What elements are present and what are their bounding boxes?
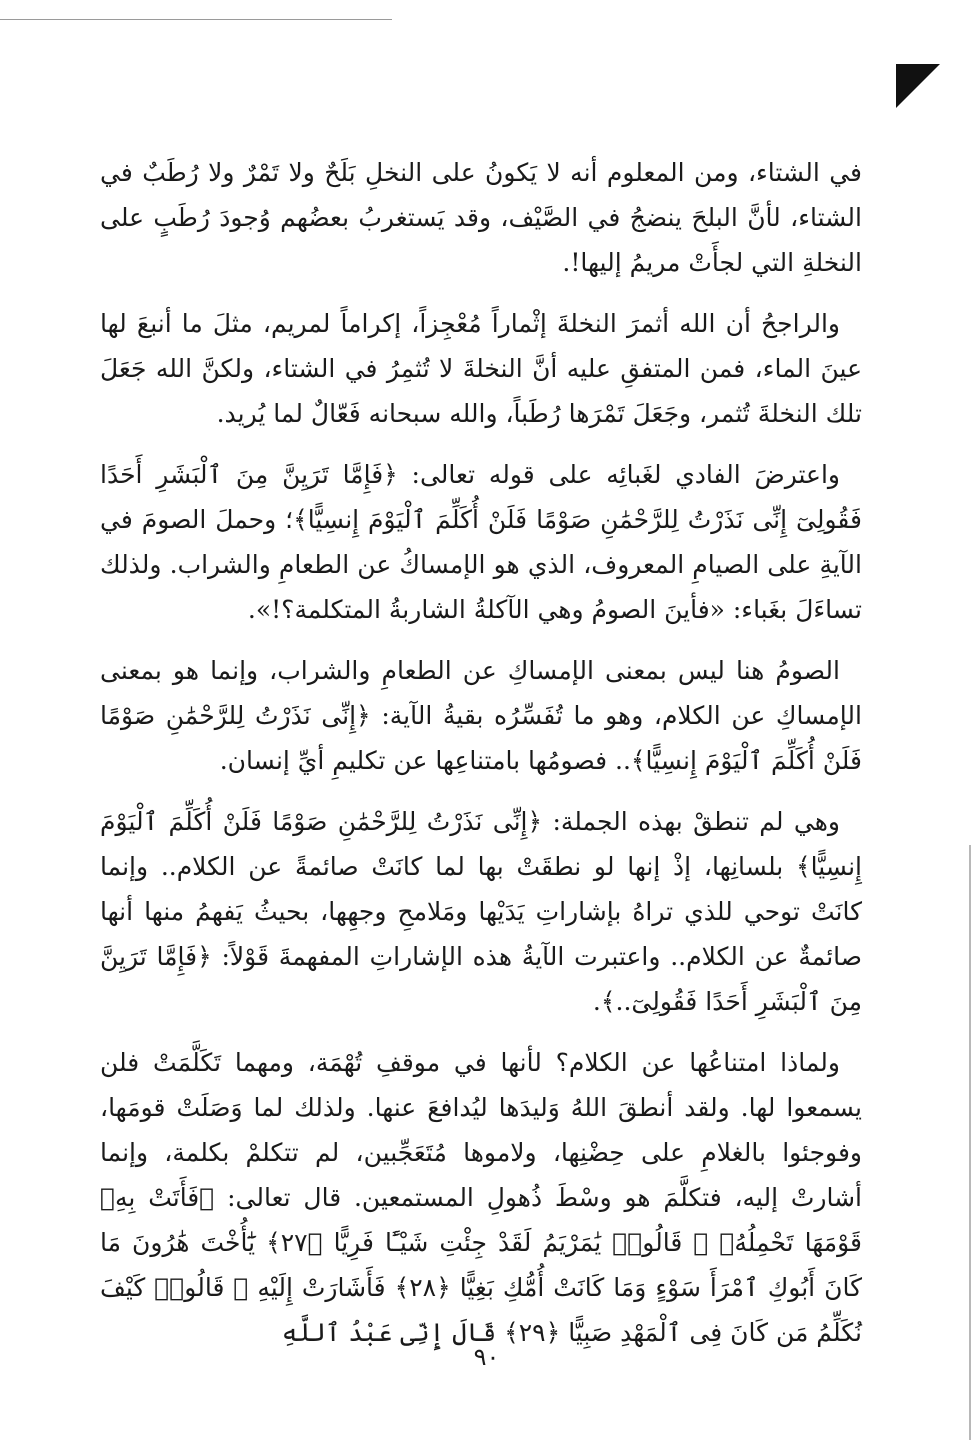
paragraph-5: وهي لم تنطقْ بهذه الجملة: ﴿إِنِّى نَذَرْتُ لِلرَّحْمَٰنِ صَوْمًا فَلَنْ أُكَلِّمَ ٱلْيَوْمَ إِنسِيًّا﴾ بلسانِها، إذْ إنها لو نطقَتْ بها لما كانَتْ صائمةً عن الكلام.. وإنما كانَتْ توحي للذي تراهُ بإشاراتِ يَدَيْها ومَلامحِ وجهِها، بحيثُ يَفهمُ منها أنها صائمةٌ عن الكلام.. واعتبرت الآيةُ هذه الإشاراتِ المفهمةَ قَوْلاً: ﴿فَإِمَّا تَرَيِنَّ مِنَ ٱلْبَشَرِ أَحَدًا فَقُولِىٓ..﴾. [100, 807, 862, 1016]
paragraph-1: في الشتاء، ومن المعلوم أنه لا يَكونُ على النخلِ بَلَحٌ ولا تَمْرٌ ولا رُطَبٌ في الشتاء، لأنَّ البلحَ ينضجُ في الصَّيْف، وقد يَستغربُ بعضُهم وُجودَ رُطَبٍ على النخلةِ التي لجأَتْ مريمُ إليها!. [100, 158, 862, 277]
page-number: ٩٠ [473, 1343, 500, 1371]
corner-triangle-marker [896, 64, 940, 108]
paragraph-2: والراجحُ أن الله أثمرَ النخلةَ إثْماراً مُعْجِزاً، إكراماً لمريم، مثلَ ما أنبعَ لها عينَ الماء، فمن المتفقِ عليه أنَّ النخلةَ لا تُثمِرُ في الشتاء، ولكنَّ الله جَعَلَ تلك النخلةَ تُثمر، وجَعَلَ تَمْرَها رُطَباً، والله سبحانه فَعّالٌ لما يُريد. [100, 309, 862, 428]
body-text [100, 150, 862, 1371]
paragraph-3: واعترضَ الفادي لغَبائِه على قوله تعالى: ﴿فَإِمَّا تَرَيِنَّ مِنَ ٱلْبَشَرِ أَحَدًا فَقُولِىٓ إِنِّى نَذَرْتُ لِلرَّحْمَٰنِ صَوْمًا فَلَنْ أُكَلِّمَ ٱلْيَوْمَ إِنسِيًّا﴾؛ وحملَ الصومَ في الآيةِ على الصيامِ المعروف، الذي هو الإمساكُ عن الطعامِ والشراب. ولذلك تساءَلَ بغَباء: «فأينَ الصومُ وهي الآكلةُ الشاربةُ المتكلمة؟!». [100, 460, 862, 624]
paragraph-4: الصومُ هنا ليس بمعنى الإمساكِ عن الطعامِ والشراب، وإنما هو بمعنى الإمساكِ عن الكلام، وهو ما تُفَسِّرُه بقيةُ الآية: ﴿إِنِّى نَذَرْتُ لِلرَّحْمَٰنِ صَوْمًا فَلَنْ أُكَلِّمَ ٱلْيَوْمَ إِنسِيًّا﴾.. فصومُها بامتناعِها عن تكليمِ أيِّ إنسان. [100, 656, 862, 775]
header-rule [0, 19, 392, 20]
paragraph-6: ولماذا امتناعُها عن الكلام؟ لأنها في موقفِ تُهْمَة، ومهما تَكَلَّمَتْ فلن يسمعوا لها. ولقد أنطقَ اللهُ وَليدَها ليُدافعَ عنها. ولذلك لما وَصَلَتْ قومَها، وفوجئوا بالغلامِ على حِضْنِها، ولاموها مُتَعَجِّبين، لم تتكلمْ بكلمة، وإنما أشارتْ إليه، فتكلَّمَ هو وسْطَ ذُهولِ المستمعين. قال تعالى: ﴿فَأَتَتْ بِهِۦ قَوْمَهَا تَحْمِلُهُۥ ۖ قَالُوا۟ يَٰمَرْيَمُ لَقَدْ جِئْتِ شَيْـًٔا فَرِيًّا ﴿٢٧﴾ يَٰٓأُخْتَ هَٰرُونَ مَا كَانَ أَبُوكِ ٱمْرَأَ سَوْءٍ وَمَا كَانَتْ أُمُّكِ بَغِيًّا ﴿٢٨﴾ فَأَشَارَتْ إِلَيْهِ ۖ قَالُوا۟ كَيْفَ نُكَلِّمُ مَن كَانَ فِى ٱلْمَهْدِ صَبِيًّا ﴿٢٩﴾ قَالَ إِنِّى عَبْدُ ٱللَّهِ [100, 1048, 863, 1347]
